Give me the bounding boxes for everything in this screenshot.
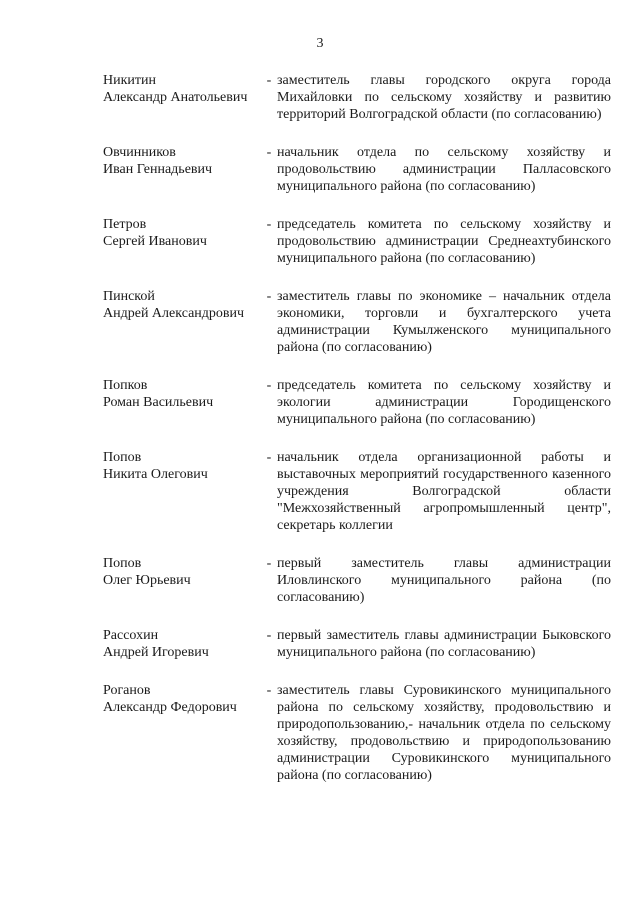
member-name [103, 449, 261, 534]
list-item [103, 449, 611, 534]
separator-dash: - [266, 628, 272, 643]
member-surname: Петров [103, 217, 147, 232]
member-name [103, 627, 261, 661]
separator-dash: - [266, 145, 272, 160]
member-surname: Овчинников [103, 145, 176, 160]
member-given-names: Александр Анатольевич [103, 90, 248, 105]
separator-dash: - [266, 217, 272, 232]
member-position: заместитель главы по экономике – начальник отдела экономики, торговли и бухгалтерского учета администрации Кумылженского муниципального района (по согласованию) [277, 289, 611, 355]
member-given-names: Андрей Александрович [103, 306, 245, 321]
separator-dash: - [266, 73, 272, 88]
member-given-names: Александр Федорович [103, 700, 237, 715]
member-position: первый заместитель главы администрации Иловлинского муниципального района (по согласованию) [277, 556, 611, 605]
member-position: заместитель главы Суровикинского муниципального района по сельскому хозяйству, продовольствию и природопользованию,- начальник отдела по сельскому хозяйству, продовольствию и природопользованию администрации Суровикинского муниципального района (по согласованию) [277, 683, 611, 783]
member-list [103, 72, 611, 805]
separator-dash: - [266, 683, 272, 698]
member-surname: Попов [103, 556, 142, 571]
member-name [103, 555, 261, 606]
member-name [103, 377, 261, 428]
member-surname: Роганов [103, 683, 151, 698]
member-given-names: Роман Васильевич [103, 395, 214, 410]
list-item [103, 144, 611, 195]
member-given-names: Никита Олегович [103, 467, 208, 482]
list-item [103, 555, 611, 606]
separator-dash: - [266, 378, 272, 393]
separator-dash: - [266, 289, 272, 304]
list-item [103, 72, 611, 123]
member-name [103, 216, 261, 267]
page-number: 3 [316, 36, 324, 51]
member-position: начальник отдела по сельскому хозяйству и продовольствию администрации Палласовского муниципального района (по согласованию) [277, 145, 611, 194]
member-name [103, 288, 261, 356]
list-item [103, 377, 611, 428]
member-given-names: Олег Юрьевич [103, 573, 191, 588]
list-item [103, 627, 611, 661]
member-given-names: Сергей Иванович [103, 234, 207, 249]
member-given-names: Андрей Игоревич [103, 645, 209, 660]
member-surname: Рассохин [103, 628, 159, 643]
member-surname: Пинской [103, 289, 155, 304]
member-position: заместитель главы городского округа города Михайловки по сельскому хозяйству и развитию территорий Волгоградской области (по согласованию) [277, 73, 611, 122]
list-item [103, 216, 611, 267]
member-position: первый заместитель главы администрации Быковского муниципального района (по согласованию) [277, 628, 611, 660]
member-name [103, 682, 261, 784]
member-position: начальник отдела организационной работы и выставочных мероприятий государственного казенного учреждения Волгоградской области "Межхозяйственный агропромышленный центр", секретарь коллегии [277, 450, 611, 533]
member-surname: Никитин [103, 73, 156, 88]
member-name [103, 72, 261, 123]
member-surname: Попов [103, 450, 142, 465]
separator-dash: - [266, 450, 272, 465]
separator-dash: - [266, 556, 272, 571]
member-given-names: Иван Геннадьевич [103, 162, 213, 177]
member-position: председатель комитета по сельскому хозяйству и продовольствию администрации Среднеахтубинского муниципального района (по согласованию) [277, 217, 611, 266]
member-surname: Попков [103, 378, 148, 393]
list-item [103, 288, 611, 356]
list-item [103, 682, 611, 784]
member-position: председатель комитета по сельскому хозяйству и экологии администрации Городищенского муниципального района (по согласованию) [277, 378, 611, 427]
member-name [103, 144, 261, 195]
